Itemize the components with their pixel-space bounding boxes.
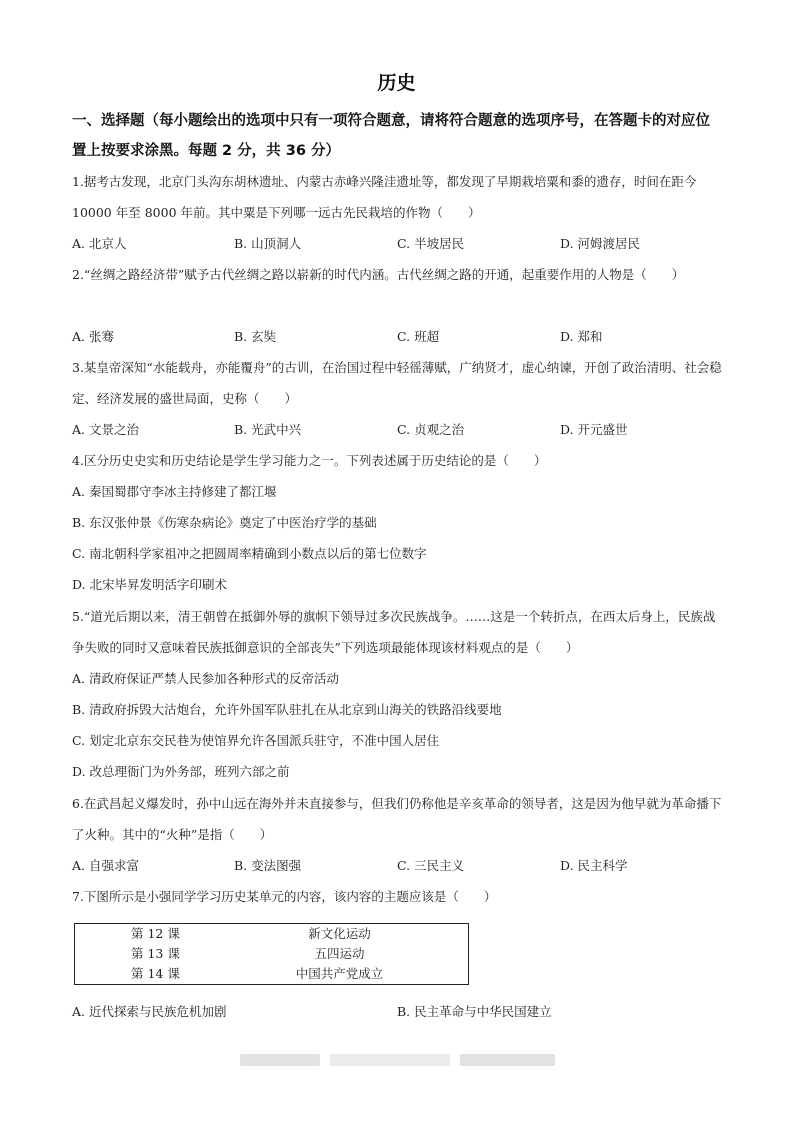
- question-7-option-a: A. 近代探索与民族危机加剧: [72, 1004, 227, 1019]
- question-4-option-a: A. 秦国蜀郡守李冰主持修建了都江堰: [72, 484, 277, 499]
- question-5-option-b: B. 清政府拆毁大沽炮台，允许外国军队驻扎在从北京到山海关的铁路沿线要地: [72, 702, 502, 717]
- question-6-option-a: A. 自强求富: [72, 858, 139, 873]
- question-3-stem: 3.某皇帝深知“水能载舟，亦能覆舟”的古训，在治国过程中轻徭薄赋，广纳贤才，虚心纳谏，开创了政治清明、社会稳定、经济发展的盛世局面，史称（ ）: [72, 360, 722, 406]
- question-3-option-a: A. 文景之治: [72, 422, 139, 437]
- question-2-option-d: D. 郑和: [560, 329, 603, 344]
- table-row: [75, 964, 469, 985]
- question-6-option-b: B. 变法图强: [234, 858, 302, 873]
- footer-watermark: [240, 1054, 320, 1066]
- question-6-option-d: D. 民主科学: [560, 858, 628, 873]
- question-4-option-c: C. 南北朝科学家祖冲之把圆周率精确到小数点以后的第七位数字: [72, 546, 427, 561]
- question-1-option-c: C. 半坡居民: [397, 236, 465, 251]
- footer-watermark: [460, 1054, 555, 1066]
- question-2-options: [72, 321, 724, 352]
- question-3-option-c: C. 贞观之治: [397, 422, 465, 437]
- question-1-option-b: B. 山顶洞人: [234, 236, 302, 251]
- lesson-topic: 中国共产党成立: [295, 966, 384, 981]
- question-5-option-d: D. 改总理衙门为外务部，班列六部之前: [72, 764, 290, 779]
- question-7-options: [72, 996, 724, 1027]
- lesson-number: 第 12 课: [131, 926, 180, 941]
- question-5-stem: 5.“道光后期以来，清王朝曾在抵御外辱的旗帜下领导过多次民族战争。……这是一个转折点，在西太后身上，民族战争失败的同时又意味着民族抵御意识的全部丧失”下列选项最能体现该材料观点的是（ ）: [72, 609, 716, 655]
- question-7-stem: 7.下图所示是小强同学学习历史某单元的内容，该内容的主题应该是（ ）: [72, 889, 497, 904]
- lesson-topic: 新文化运动: [308, 926, 371, 941]
- question-2-option-a: A. 张骞: [72, 329, 114, 344]
- question-3-option-b: B. 光武中兴: [234, 422, 302, 437]
- question-1-stem: 1.据考古发现，北京门头沟东胡林遗址、内蒙古赤峰兴隆洼遗址等，都发现了早期栽培粟和黍的遗存，时间在距今 10000 年至 8000 年前。其中粟是下列哪一远古先民栽培的作物（ ）: [72, 174, 697, 220]
- question-4-option-b: B. 东汉张仲景《伤寒杂病论》奠定了中医治疗学的基础: [72, 515, 377, 530]
- question-1-option-d: D. 河姆渡居民: [560, 236, 641, 251]
- question-3-option-d: D. 开元盛世: [560, 422, 628, 437]
- table-row: [75, 944, 469, 964]
- question-6-stem: 6.在武昌起义爆发时，孙中山远在海外并未直接参与，但我们仍称他是辛亥革命的领导者，这是因为他早就为革命播下了火种。其中的“火种”是指（ ）: [72, 796, 722, 842]
- question-6-options: [72, 850, 724, 881]
- question-2-option-b: B. 玄奘: [234, 329, 277, 344]
- lesson-number: 第 13 课: [131, 946, 180, 961]
- lesson-table: [74, 923, 469, 985]
- lesson-topic: 五四运动: [314, 946, 365, 961]
- question-4-option-d: D. 北宋毕昇发明活字印刷术: [72, 577, 228, 592]
- question-3-options: [72, 414, 724, 445]
- question-1-options: [72, 228, 724, 259]
- question-2-stem: 2.“丝绸之路经济带”赋予古代丝绸之路以崭新的时代内涵。古代丝绸之路的开通，起重要作用的人物是（ ）: [72, 267, 685, 282]
- page-title: 历史: [377, 72, 416, 94]
- question-5-option-c: C. 划定北京东交民巷为使馆界允许各国派兵驻守，不准中国人居住: [72, 733, 440, 748]
- question-1-option-a: A. 北京人: [72, 236, 127, 251]
- question-6-option-c: C. 三民主义: [397, 858, 465, 873]
- section-heading: 一、选择题（每小题绘出的选项中只有一项符合题意，请将符合题意的选项序号，在答题卡的对应位置上按要求涂黑。每题 2 分，共 36 分）: [72, 113, 710, 159]
- footer-watermark: [330, 1054, 450, 1066]
- question-4-stem: 4.区分历史史实和历史结论是学生学习能力之一。下列表述属于历史结论的是（ ）: [72, 453, 547, 468]
- lesson-number: 第 14 课: [131, 966, 180, 981]
- question-2-option-c: C. 班超: [397, 329, 440, 344]
- question-7-option-b: B. 民主革命与中华民国建立: [397, 1004, 552, 1019]
- question-5-option-a: A. 清政府保证严禁人民参加各种形式的反帝活动: [72, 671, 339, 686]
- table-row: [75, 924, 469, 945]
